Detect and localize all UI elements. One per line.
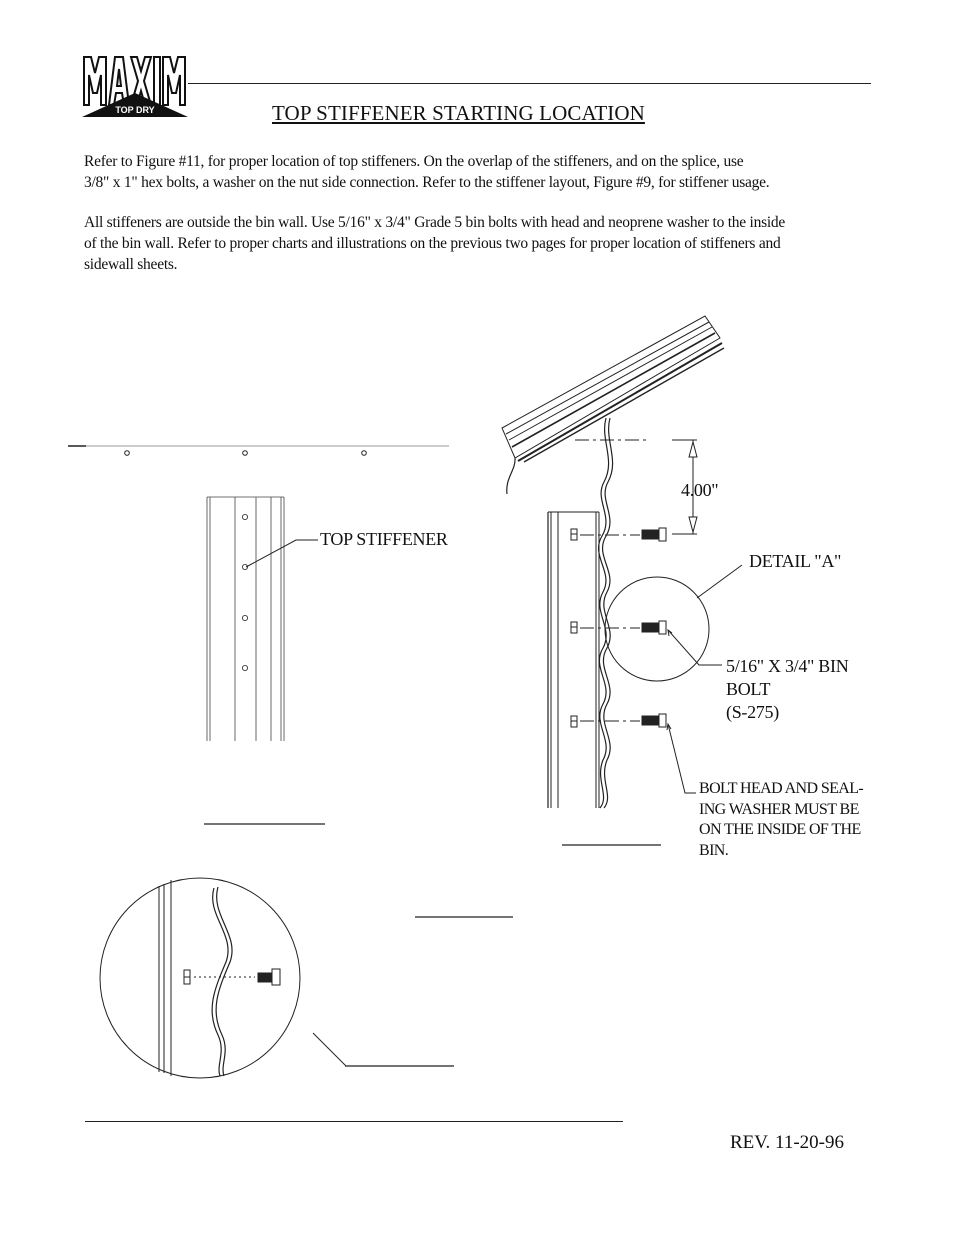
bolt-row-1 [571,528,666,541]
bolt-note-line-4: BIN. [699,841,729,859]
paragraph-1-line-1: Refer to Figure #11, for proper location of top stiffeners. On the overlap of the stiffeners, and on the splice, use [84,153,744,170]
bolt-note-leader [668,724,696,793]
dimension-4in [575,440,697,534]
bolt-row-2 [571,621,666,634]
sidewall-top-edge [68,446,449,455]
bolt-callout-line-3: (S-275) [726,702,779,722]
logo-subline: TOP DRY [115,105,155,115]
dimension-label: 4.00" [681,480,719,500]
top-stiffener-leader [246,540,318,567]
revision-label: REV. 11-20-96 [730,1132,844,1153]
stiffener-side-section [548,512,599,808]
bolt-note-line-1: BOLT HEAD AND SEAL- [699,780,864,797]
detail-a-label: DETAIL "A" [749,551,842,571]
paragraph-2-line-3: sidewall sheets. [84,256,178,273]
detail-a-enlargement [100,878,300,1078]
page-title: TOP STIFFENER STARTING LOCATION [272,101,645,125]
paragraph-2-line-2: of the bin wall. Refer to proper charts and illustrations on the previous two pages for proper location of stiffeners and [84,235,781,252]
bolt-callout-leader [668,630,722,665]
bolt-callout-line-2: BOLT [726,679,771,699]
enlargement-leader [313,1033,346,1066]
paragraph-2-line-1: All stiffeners are outside the bin wall. Use 5/16" x 3/4" Grade 5 bin bolts with head and neoprene washer to the inside [84,214,786,231]
detail-a-leader [697,565,742,598]
bolt-note-line-3: ON THE INSIDE OF THE [699,821,861,838]
bolt-callout-line-1: 5/16" X 3/4" BIN [726,656,849,676]
bolt-row-3 [571,714,666,727]
bolt-note [699,779,863,861]
bolt-callout [726,655,848,724]
paragraph-1-line-2: 3/8" x 1" hex bolts, a washer on the nut side connection. Refer to the stiffener layout, Figure #9, for stiffener usage. [84,174,770,191]
top-stiffener-label: TOP STIFFENER [320,529,448,549]
footer-rule [85,1121,623,1122]
top-stiffener-front-view [207,497,284,741]
bolt-note-line-2: ING WASHER MUST BE [699,800,859,818]
